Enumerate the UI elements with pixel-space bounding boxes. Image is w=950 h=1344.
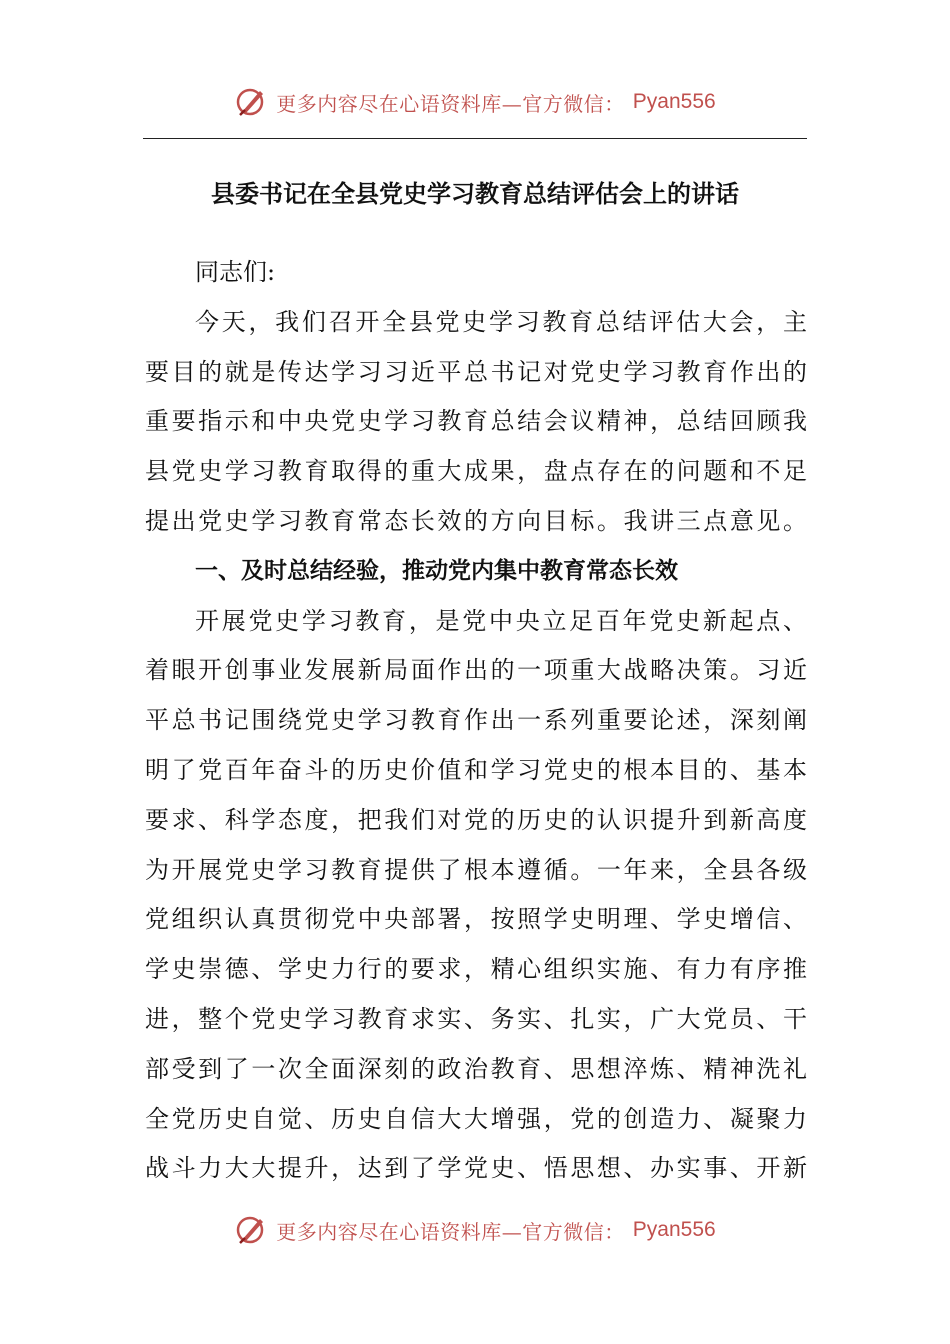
text-line: 明了党百年奋斗的历史价值和学习党史的根本目的、基本 (145, 755, 807, 784)
document-title: 县委书记在全县党史学习教育总结评估会上的讲话 (211, 179, 739, 208)
watermark-wechat-id: Pyan556 (632, 90, 716, 113)
text-line: 全党历史自觉、历史自信大大增强，党的创造力、凝聚力 (145, 1104, 807, 1133)
text-line: 为开展党史学习教育提供了根本遵循。一年来，全县各级 (145, 855, 807, 884)
text-line: 党组织认真贯彻党中央部署，按照学史明理、学史增信、 (145, 905, 807, 934)
header-divider (143, 138, 807, 139)
text-line: 进，整个党史学习教育求实、务实、扎实，广大党员、干 (145, 1004, 807, 1033)
text-line: 要目的就是传达学习习近平总书记对党史学习教育作出的 (145, 357, 807, 386)
salutation: 同志们: (195, 258, 276, 286)
paragraph-section-1 (145, 597, 807, 1195)
header-watermark (0, 82, 950, 122)
paragraph-intro (145, 298, 807, 547)
watermark-text: 更多内容尽在心语资料库—官方微信： (276, 1219, 625, 1244)
quill-logo-icon (234, 1213, 268, 1247)
text-line: 今天，我们召开全县党史学习教育总结评估大会，主 (195, 307, 807, 336)
text-line: 战斗力大大提升，达到了学党史、悟思想、办实事、开新 (145, 1154, 807, 1183)
watermark-text: 更多内容尽在心语资料库—官方微信： (276, 91, 625, 116)
text-line: 要求、科学态度，把我们对党的历史的认识提升到新高度 (145, 805, 807, 834)
text-line: 开展党史学习教育，是党中央立足百年党史新起点、 (195, 606, 807, 635)
document-body (145, 248, 807, 1194)
text-line: 提出党史学习教育常态长效的方向目标。我讲三点意见。 (145, 506, 807, 535)
text-line: 部受到了一次全面深刻的政治教育、思想淬炼、精神洗礼 (145, 1054, 807, 1083)
text-line: 重要指示和中央党史学习教育总结会议精神，总结回顾我 (145, 407, 807, 436)
text-line: 着眼开创事业发展新局面作出的一项重大战略决策。习近 (145, 656, 807, 685)
watermark-wechat-id: Pyan556 (632, 1218, 716, 1241)
text-line: 平总书记围绕党史学习教育作出一系列重要论述，深刻阐 (145, 706, 807, 735)
quill-logo-icon (234, 85, 268, 119)
section-heading-1: 一、及时总结经验，推动党内集中教育常态长效 (195, 557, 678, 584)
text-line: 学史崇德、学史力行的要求，精心组织实施、有力有序推 (145, 955, 807, 984)
footer-watermark (0, 1210, 950, 1250)
text-line: 县党史学习教育取得的重大成果，盘点存在的问题和不足 (145, 457, 807, 486)
